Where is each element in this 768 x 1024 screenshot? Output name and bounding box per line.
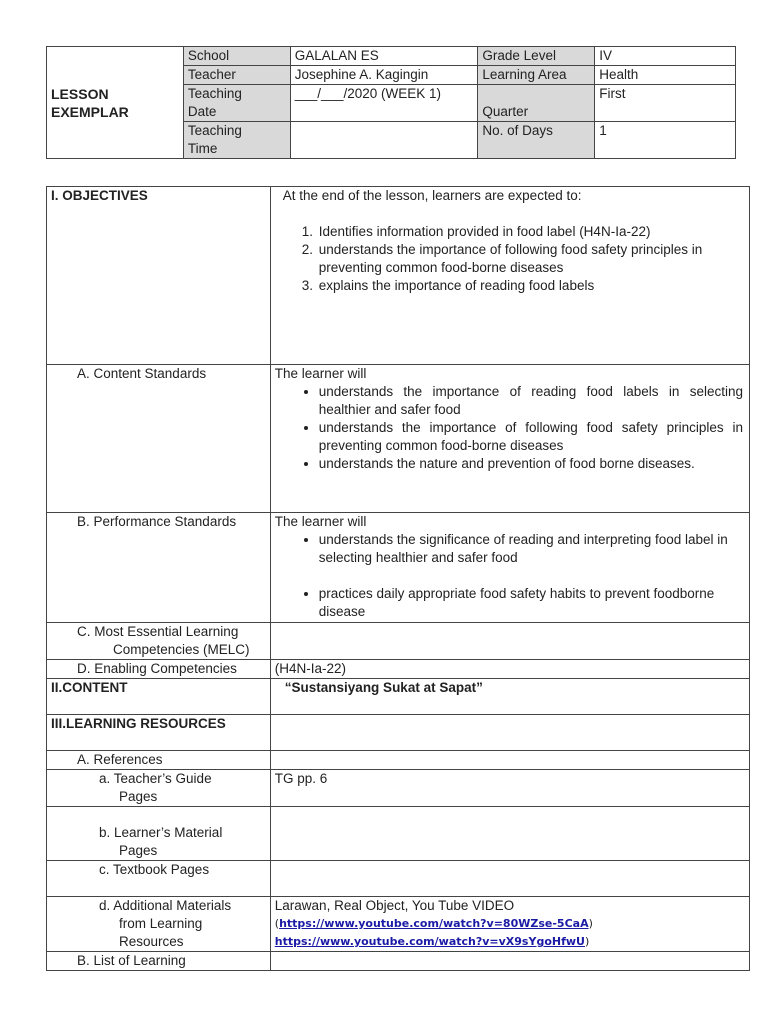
additional-materials-label: d. Additional Materials from Learning Resources bbox=[47, 897, 271, 952]
enabling-competencies-value: (H4N-Ia-22) bbox=[270, 660, 749, 679]
teachers-guide-value: TG pp. 6 bbox=[270, 770, 749, 807]
textbook-pages-label: c. Textbook Pages bbox=[47, 861, 271, 897]
school-label: School bbox=[183, 47, 290, 66]
content-standards-list bbox=[275, 383, 745, 473]
lesson-exemplar-title: LESSON EXEMPLAR bbox=[47, 47, 184, 159]
teachers-guide-label: a. Teacher’s Guide Pages bbox=[47, 770, 271, 807]
youtube-link-1[interactable]: https://www.youtube.com/watch?v=80WZse-5CaA bbox=[279, 917, 589, 930]
objectives-heading: I. OBJECTIVES bbox=[47, 187, 271, 365]
learning-area-value: Health bbox=[595, 66, 736, 85]
grade-level-value: IV bbox=[595, 47, 736, 66]
learning-area-label: Learning Area bbox=[478, 66, 595, 85]
list-item: 2. understands the importance of following food safety principles in preventing common food-borne diseases bbox=[317, 241, 745, 277]
objectives-intro: At the end of the lesson, learners are expected to: bbox=[282, 188, 582, 203]
list-of-learning-label: B. List of Learning bbox=[47, 952, 271, 971]
teaching-date-label: Teaching Date bbox=[183, 85, 290, 122]
content-standards-content: The learner will • understands the importance of reading food labels in selecting healthier and safer food • understands the importance of following food safety principles in preventing common food-borne diseases • understands the nature and prevention of food borne diseases. bbox=[270, 365, 749, 513]
performance-standards-list bbox=[275, 531, 745, 567]
grade-level-label: Grade Level bbox=[478, 47, 595, 66]
content-standards-label: A. Content Standards bbox=[47, 365, 271, 513]
learning-resources-value bbox=[270, 715, 749, 751]
list-item: • understands the nature and prevention of food borne diseases. bbox=[319, 455, 745, 473]
teacher-label: Teacher bbox=[183, 66, 290, 85]
learners-material-value bbox=[270, 807, 749, 861]
list-item: • understands the importance of following food safety principles in preventing common food-borne diseases bbox=[319, 419, 745, 455]
school-value: GALALAN ES bbox=[290, 47, 478, 66]
no-of-days-label: No. of Days bbox=[478, 122, 595, 159]
header-table bbox=[46, 46, 736, 159]
textbook-pages-value bbox=[270, 861, 749, 897]
additional-materials-value: Larawan, Real Object, You Tube VIDEO (https://www.youtube.com/watch?v=80WZse-5CaA) https://www.youtube.com/watch?v=vX9sYgoHfwU) bbox=[270, 897, 749, 952]
learning-resources-heading: III.LEARNING RESOURCES bbox=[47, 715, 271, 751]
list-item: • understands the significance of reading and interpreting food label in selecting healthier and safer food bbox=[319, 531, 745, 567]
content-value: “Sustansiyang Sukat at Sapat” bbox=[270, 679, 749, 715]
performance-standards-label: B. Performance Standards bbox=[47, 513, 271, 623]
enabling-competencies-label: D. Enabling Competencies bbox=[47, 660, 271, 679]
melc-value bbox=[270, 623, 749, 660]
performance-standards-content: The learner will • understands the significance of reading and interpreting food label in selecting healthier and safer food • practices daily appropriate food safety habits to prevent foodborne disease bbox=[270, 513, 749, 623]
teaching-time-label: Teaching Time bbox=[183, 122, 290, 159]
no-of-days-value: 1 bbox=[595, 122, 736, 159]
teaching-date-value: ___/___/2020 (WEEK 1) bbox=[290, 85, 478, 122]
content-heading: II.CONTENT bbox=[47, 679, 271, 715]
list-item: • practices daily appropriate food safety habits to prevent foodborne disease bbox=[319, 585, 745, 621]
teacher-value: Josephine A. Kagingin bbox=[290, 66, 478, 85]
list-item: 3. explains the importance of reading food labels bbox=[317, 277, 745, 295]
references-label: A. References bbox=[47, 751, 271, 770]
list-item: • understands the importance of reading food labels in selecting healthier and safer food bbox=[319, 383, 745, 419]
teaching-time-value bbox=[290, 122, 478, 159]
quarter-value: First bbox=[595, 85, 736, 122]
youtube-link-2[interactable]: https://www.youtube.com/watch?v=vX9sYgoHfwU bbox=[274, 935, 585, 948]
lesson-plan-table bbox=[46, 186, 750, 971]
quarter-label: Quarter bbox=[478, 85, 595, 122]
list-item: 1. Identifies information provided in food label (H4N-Ia-22) bbox=[317, 223, 745, 241]
objectives-content bbox=[270, 187, 749, 365]
objectives-list bbox=[283, 223, 745, 295]
melc-label: C. Most Essential Learning Competencies (MELC) bbox=[47, 623, 271, 660]
learners-material-label: b. Learner’s Material Pages bbox=[47, 807, 271, 861]
